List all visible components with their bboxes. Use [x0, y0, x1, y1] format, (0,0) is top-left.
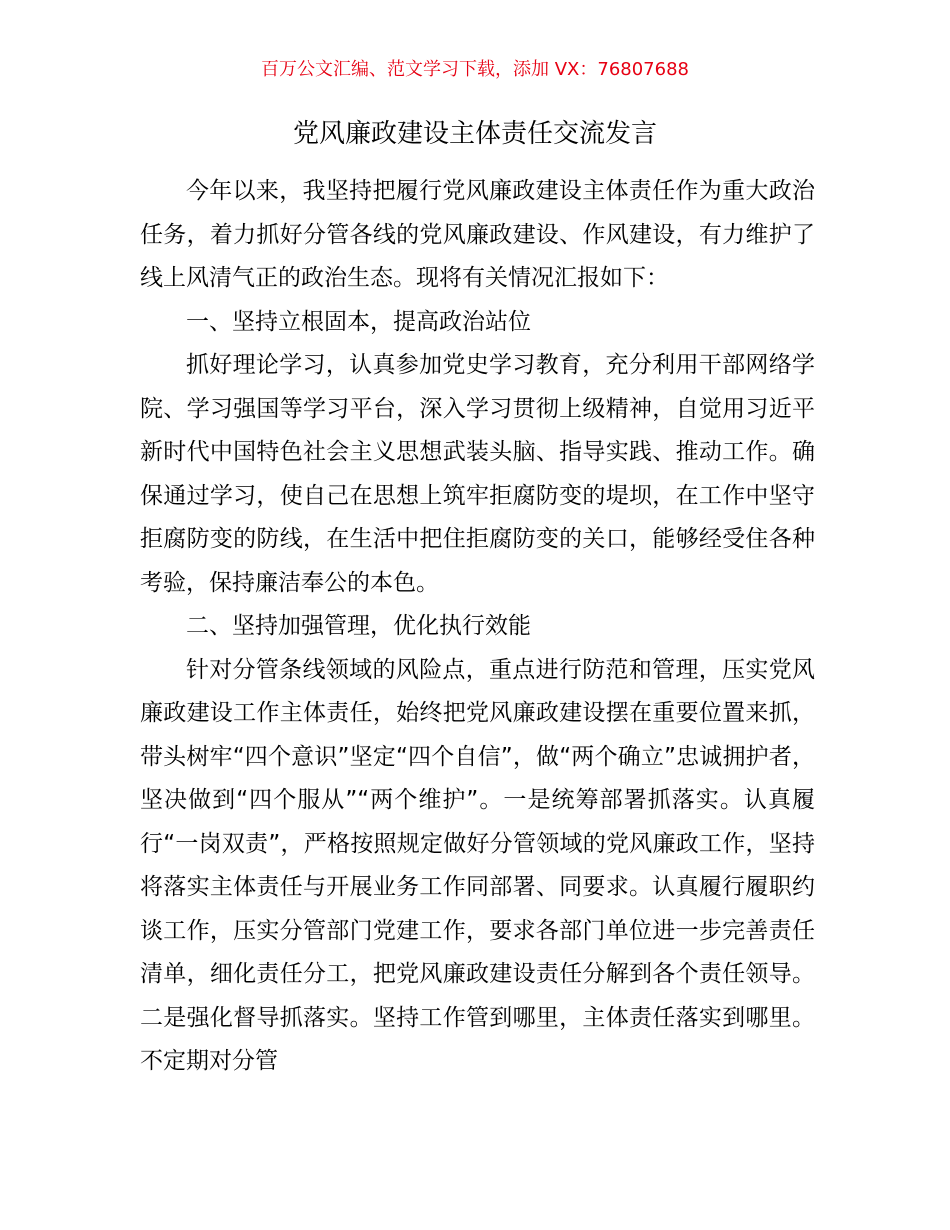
- document-body: [140, 170, 815, 1084]
- page-title: 党风廉政建设主体责任交流发言: [292, 119, 657, 149]
- section-heading-1: 一、坚持立根固本，提高政治站位: [186, 308, 531, 335]
- section-1-paragraph: 抓好理论学习，认真参加党史学习教育，充分利用干部网络学院、学习强国等学习平台，深入学习贯彻上级精神，自觉用习近平新时代中国特色社会主义思想武装头脑、指导实践、推动工作。确保通过学习，使自己在思想上筑牢拒腐防变的堤坝，在工作中坚守拒腐防变的防线，在生活中把住拒腐防变的关口，能够经受住各种考验，保持廉洁奉公的本色。: [140, 352, 815, 596]
- section-2-paragraph: 针对分管条线领域的风险点，重点进行防范和管理，压实党风廉政建设工作主体责任，始终把党风廉政建设摆在重要位置来抓，带头树牢“四个意识”坚定“四个自信”，做“两个确立”忠诚拥护者，坚决做到“四个服从”“两个维护”。一是统筹部署抓落实。认真履行“一岗双责”，严格按照规定做好分管领域的党风廉政工作，坚持将落实主体责任与开展业务工作同部署、同要求。认真履行履职约谈工作，压实分管部门党建工作，要求各部门单位进一步完善责任清单，细化责任分工，把党风廉政建设责任分解到各个责任领导。二是强化督导抓落实。坚持工作管到哪里，主体责任落实到哪里。不定期对分管: [140, 656, 815, 1074]
- intro-paragraph: 今年以来，我坚持把履行党风廉政建设主体责任作为重大政治任务，着力抓好分管各线的党风廉政建设、作风建设，有力维护了线上风清气正的政治生态。现将有关情况汇报如下：: [140, 178, 815, 291]
- header-banner: 百万公文汇编、范文学习下载，添加 VX：76807688: [261, 59, 689, 80]
- section-heading-2: 二、坚持加强管理，优化执行效能: [186, 613, 531, 639]
